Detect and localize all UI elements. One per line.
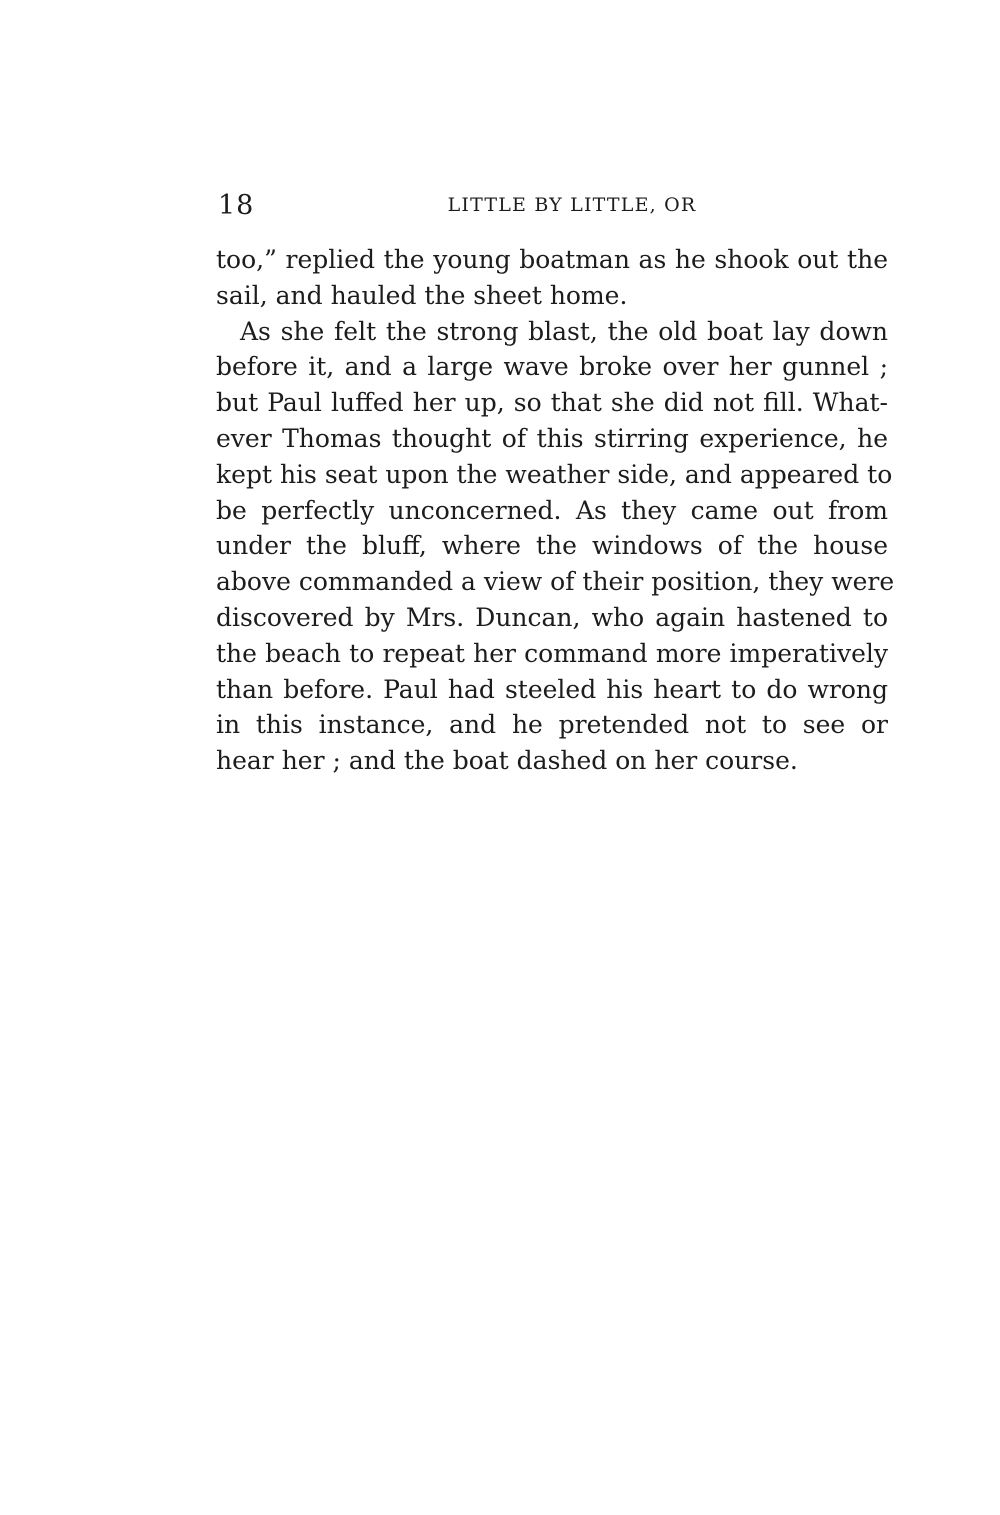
body-text xyxy=(216,242,895,779)
text-line: than before. Paul had steeled his heart to do wrong xyxy=(216,674,888,704)
page-header xyxy=(216,188,888,224)
page-number: 18 xyxy=(218,190,255,221)
text-line: be perfectly unconcerned. As they came out from xyxy=(216,495,888,525)
text-line: before it, and a large wave broke over her gunnel ; xyxy=(216,352,888,382)
text-line: but Paul luffed her up, so that she did not fill. What- xyxy=(216,388,888,418)
text-line: too,” replied the young boatman as he shook out the xyxy=(216,245,888,274)
text-line: ever Thomas thought of this stirring experience, he xyxy=(216,423,888,453)
text-line: As she felt the strong blast, the old boat lay down xyxy=(240,316,888,346)
text-line: discovered by Mrs. Duncan, who again hastened to xyxy=(216,602,888,632)
text-line: under the bluff, where the windows of the house xyxy=(216,531,888,561)
text-line: the beach to repeat her command more imperatively xyxy=(216,638,888,668)
text-line: sail, and hauled the sheet home. xyxy=(216,280,628,310)
running-head: LITTLE BY LITTLE, OR xyxy=(447,194,697,216)
text-line: hear her ; and the boat dashed on her course. xyxy=(216,746,798,776)
text-line: kept his seat upon the weather side, and appeared to xyxy=(216,459,893,489)
text-line: above commanded a view of their position, they were xyxy=(216,567,895,597)
text-line: in this instance, and he pretended not to see or xyxy=(216,710,888,740)
